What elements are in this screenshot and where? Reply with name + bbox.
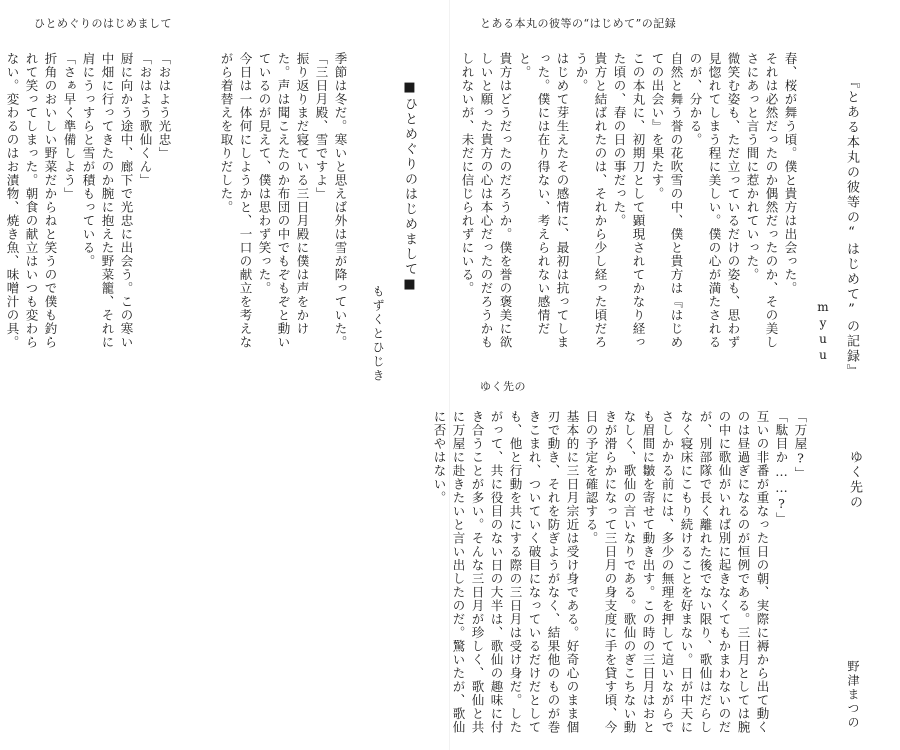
right-title: 『とある本丸の彼等の“はじめて”の記録』: [844, 75, 859, 379]
right-running-head: とある本丸の彼等の“はじめて”の記録: [480, 17, 677, 30]
right-section2-author: 野津まつの: [846, 660, 860, 730]
left-running-head: ひとめぐりのはじめまして: [34, 17, 172, 30]
right-section2-title: ゆく先の: [847, 450, 862, 510]
right-body-lower: 「万屋?」 「駄目か……?」 互いの非番が重なった日の朝、実際に褥から出て動くのは昼過ぎになるのが恒例である。三日月としては腕の中に歌仙がいれば別に起きなくてもかまわないのだが、別部隊で長く離れた後でない限り、歌仙はだらしなく寝床にこもり続けることを好まない。日が中天にさしかかる前には、多少の無理を押して這いながらでも眉間に皺を寄せて動き出す。この時の三日月はおとなしく、歌仙の言いなりである。歌仙のぎこちない動きが滑らかになって三日月の身支度に手を貸す頃、今日の予定を確認する。 基本的に三日月宗近は受け身である。好奇心のまま個刃で動き、それを防ぎようがなく、結果他のものが巻きこまれ、ついていく破目になっているだけだとしても、他と行動を共にする際の三日月は受け身だ。したがって、共に役目のない日の大半は、歌仙の趣味に付き合うことが多い。そんな三日月が珍しく、歌仙と共に万屋に赴きたいと言い出したのだ。驚いたが、歌仙に否やはない。: [432, 410, 808, 734]
left-body-lower: 「おはよう光忠」 「おはよう歌仙くん」 厨に向かう途中、廊下で光忠に出会う。この寒い中畑に行ってきたのか腕に抱えた野菜籠、それに肩にうっすらと雪が積もっている。 「さぁ早く準備しよう」 折角のおいしい野菜だからねと笑うので僕も釣られて笑ってしまった。朝食の献立はいつも変わらない。変わるのはお漬物、焼き魚、味噌汁の具。: [5, 52, 172, 349]
right-section2-head: ゆく先の: [480, 380, 526, 393]
right-author: myuu: [816, 300, 830, 364]
left-author: もずくとひじき: [371, 285, 385, 383]
left-body-upper: 季節は冬だ。寒いと思えば外は雪が降っていた。 「三日月殿、雪ですよ」 振り返りまだ寝ている三日月殿に僕は声をかけた。声は聞こえたのか布団の中でもぞもぞと動いているのが見えて、僕は思わず笑った。 今日は一体何にしようかと、一口の献立を考えながら着替えを取りだした。: [219, 52, 348, 349]
left-title: ■ひとめぐりのはじめまして■: [402, 80, 417, 294]
right-body-upper: 春、桜が舞う頃。僕と貴方は出会った。 それは必然だったのか偶然だったのか、その美しさにあっと言う間に惹かれていった。 微笑む姿も、ただ立っているだけの姿も、思わず見惚れてしまう程に美しい。僕の心が満たされるのが、分かる。 自然と舞う誉の花吹雪の中、僕と貴方は『はじめての出会い』を果たす。 この本丸に、初期刀として顕現されてかなり経った頃の、春の日の事だった。 貴方と結ばれたのは、それから少し経った頃だろうか。 はじめて芽生えたその感情に、最初は抗ってしまった。僕には在り得ない、考えられない感情だと。 貴方はどうだったのだろうか。僕を誉の褒美に欲しいと願った貴方の心は本心だったのだろうかもしれないが、未だに信じられずにいる。: [460, 52, 798, 349]
